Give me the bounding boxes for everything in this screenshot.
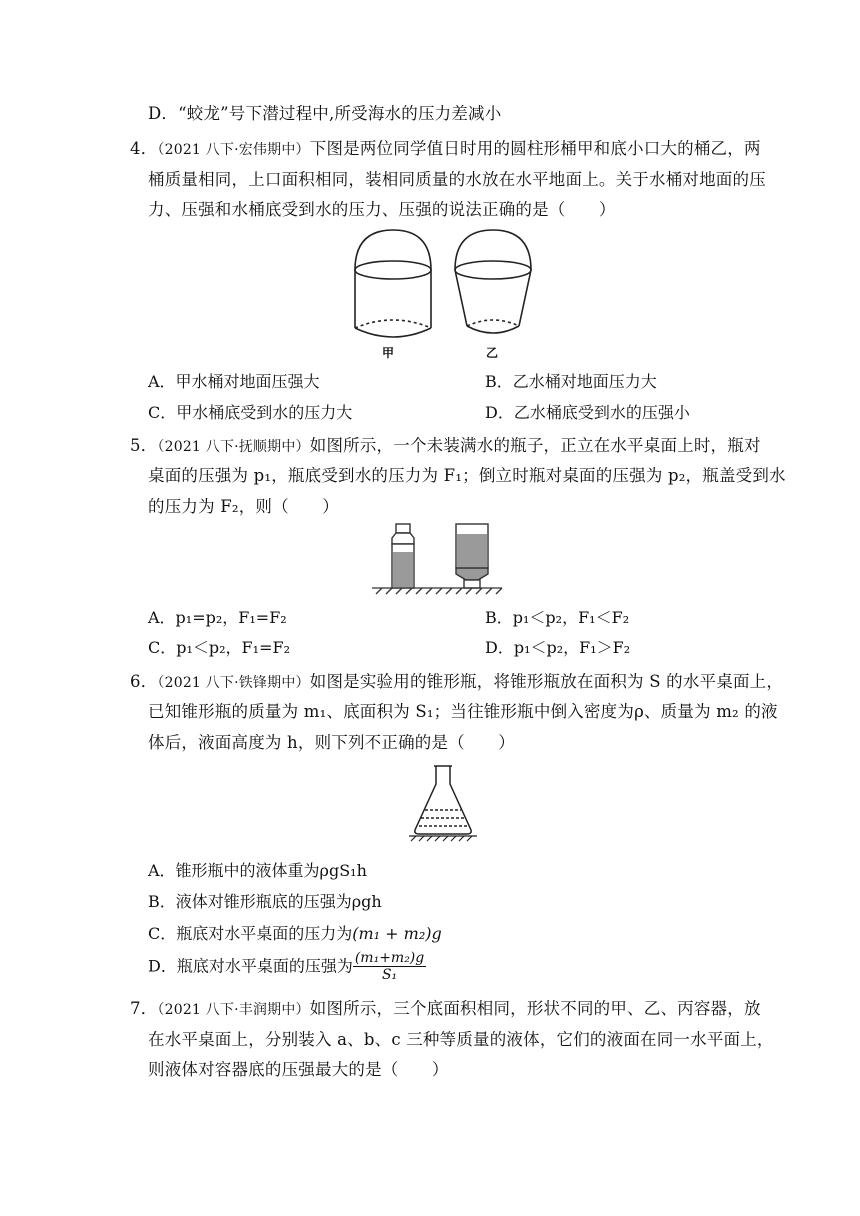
q5-line-2: 桌面的压强为 p₁，瓶底受到水的压力为 F₁；倒立时瓶对桌面的压强为 p₂，瓶盖受到水 [148,466,786,485]
q7-line-1 [130,997,761,1022]
q7-text-1: 如图所示，三个底面积相同，形状不同的甲、乙、丙容器，放 [309,999,761,1018]
q5-text-1: 如图所示，一个未装满水的瓶子，正立在水平桌面上时，瓶对 [309,436,761,455]
bottle-upright-icon [392,524,414,588]
q4-source: （2021 八下·宏伟期中） [157,142,310,158]
q4-line-2: 桶质量相同，上口面积相同，装相同质量的水放在水平地面上。关于水桶对地面的压 [148,170,766,189]
fraction-numerator: (m₁+m₂)g [354,950,425,966]
bucket-label-jia: 甲 [382,346,395,360]
bucket-label-yi: 乙 [486,346,499,360]
bottle-inverted-icon [456,524,488,588]
q5-line-1 [130,434,761,459]
q6-option-b: B．液体对锥形瓶底的压强为ρgh [148,892,382,911]
q7-source: （2021 八下·丰润期中） [157,1002,310,1018]
q6-option-d-text: D．瓶底对水平桌面的压强为 [148,956,353,976]
q6-option-c-text: C．瓶底对水平桌面的压力为 [148,924,353,943]
q5-option-a: A．p₁=p₂，F₁=F₂ [148,608,287,627]
q6-option-d [148,950,426,983]
q6-number: 6． [130,672,158,691]
q4-option-a: A．甲水桶对地面压强大 [148,372,320,391]
q6-line-3: 体后，液面高度为 h，则下列不正确的是（ ） [148,733,515,752]
q6-source: （2021 八下·铁锋期中） [157,675,310,691]
q7-line-2: 在水平桌面上，分别装入 a、b、c 三种等质量的液体，它们的液面在同一水平面上， [148,1030,774,1049]
q4-option-b: B．乙水桶对地面压力大 [485,372,657,391]
q4-line-3: 力、压强和水桶底受到水的压力、压强的说法正确的是（ ） [148,200,616,219]
q5-option-b: B．p₁＜p₂，F₁＜F₂ [485,608,630,627]
q4-option-c: C．甲水桶底受到水的压力大 [148,403,353,422]
bucket-jia-icon [355,230,431,337]
flask-table-icon [409,836,477,841]
q6-line-2: 已知锥形瓶的质量为 m₁、底面积为 S₁；当往锥形瓶中倒入密度为ρ、质量为 m₂ 的液 [148,702,778,721]
q4-option-d: D．乙水桶底受到水的压强小 [485,403,690,422]
fraction-denominator: S₁ [381,967,398,983]
bucket-yi-icon [455,230,531,333]
q5-source: （2021 八下·抚顺期中） [157,439,310,455]
q5-option-c: C．p₁＜p₂，F₁=F₂ [148,638,290,657]
q7-line-3: 则液体对容器底的压强最大的是（ ） [148,1060,449,1079]
q4-number: 4． [130,139,158,158]
q6-option-c [148,922,442,946]
q5-bottle-figure [372,522,504,602]
q5-line-3: 的压力为 F₂，则（ ） [148,497,339,516]
q7-number: 7． [130,999,158,1018]
table-surface-icon [372,588,502,594]
q4-line-1 [130,137,761,162]
q4-text-1: 下图是两位同学值日时用的圆柱形桶甲和底小口大的桶乙，两 [309,139,761,158]
q5-option-d: D．p₁＜p₂，F₁＞F₂ [485,638,631,657]
conical-flask-icon [415,766,471,834]
q5-number: 5． [130,436,158,455]
q6-option-d-fraction [353,950,426,983]
q6-line-1 [130,670,783,695]
q6-option-c-formula: (m₁ + m₂)g [352,924,442,943]
q3-option-d: D．“蛟龙”号下潜过程中,所受海水的压力差减小 [148,104,502,123]
q6-flask-figure [407,764,479,844]
q6-option-a: A．锥形瓶中的液体重为ρgS₁h [148,861,367,880]
q6-text-1: 如图是实验用的锥形瓶，将锥形瓶放在面积为 S 的水平桌面上， [309,672,784,691]
q4-bucket-figure [345,228,545,364]
